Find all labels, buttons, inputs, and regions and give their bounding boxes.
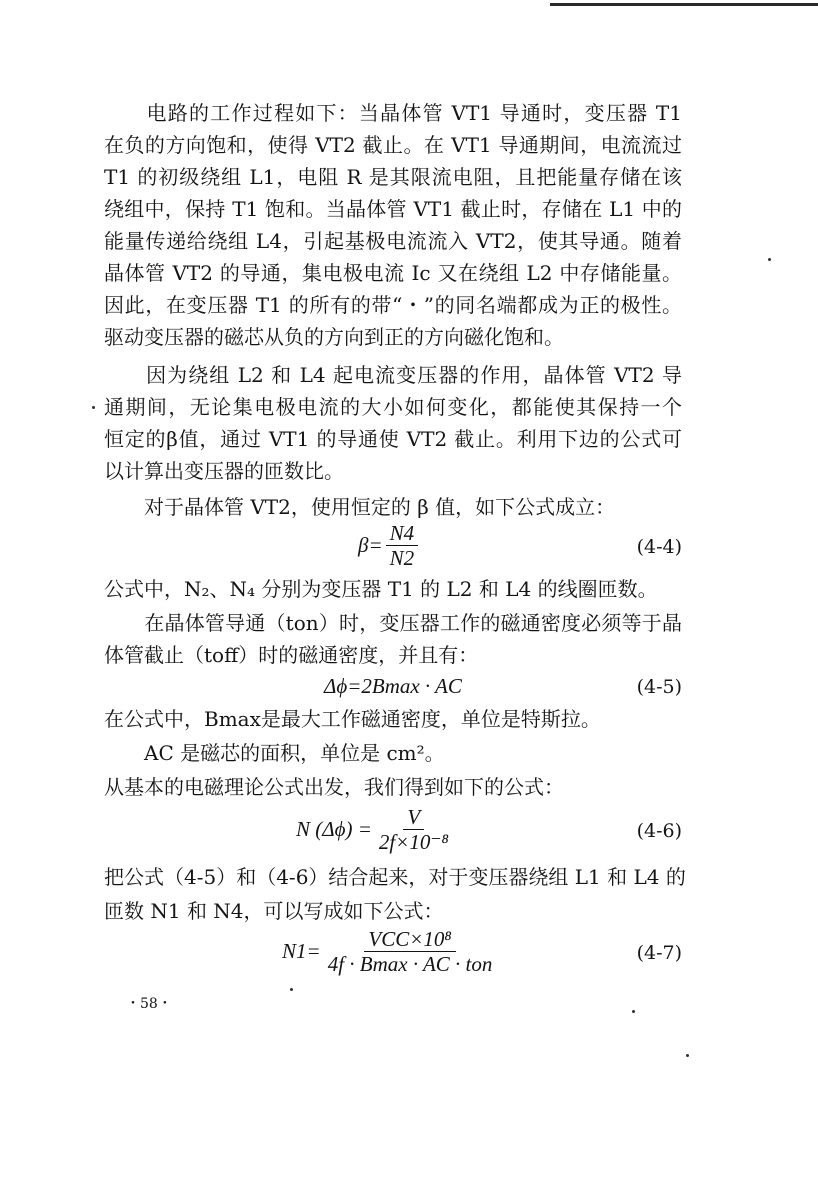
- paragraph-7: AC 是磁芯的面积，单位是 cm²。: [104, 741, 445, 765]
- paragraph-3: 对于晶体管 VT2，使用恒定的 β 值，如下公式成立：: [104, 495, 616, 519]
- scan-speck: [686, 1054, 689, 1057]
- equation-4-5: [104, 672, 682, 704]
- numerator: VCC×10⁸: [364, 928, 455, 952]
- paragraph-4: 公式中，N₂、N₄ 分别为变压器 T1 的 L2 和 L4 的线圈匝数。: [104, 577, 658, 601]
- page-number: ・58・: [126, 996, 172, 1012]
- scan-speck: [632, 1010, 635, 1013]
- paragraph-6: 在公式中，Bmax是最大工作磁通密度，单位是特斯拉。: [104, 707, 601, 731]
- denominator: N2: [389, 546, 415, 570]
- denominator: 2f×10⁻⁸: [378, 830, 449, 854]
- equation-number: (4-7): [636, 942, 682, 964]
- denominator: 4f · Bmax · AC · ton: [327, 952, 493, 976]
- text-line: 能量传递给绕组 L4，引起基极电流流入 VT2，使其导通。随着: [104, 229, 682, 253]
- equation-4-4: [104, 522, 682, 572]
- text-line: 体管截止（toff）时的磁通密度，并且有：: [104, 643, 479, 667]
- scan-speck: [768, 258, 771, 261]
- equation-body: Δϕ=2Bmax · AC: [324, 674, 462, 698]
- equation-body: [296, 806, 456, 853]
- header-rule: [550, 3, 818, 6]
- equation-lhs: β=: [358, 533, 383, 557]
- paragraph-8: 从基本的电磁理论公式出发，我们得到如下的公式：: [104, 775, 564, 799]
- equation-4-6: [104, 806, 682, 856]
- equation-4-7: [104, 928, 682, 978]
- text-line: 晶体管 VT2 的导通，集电极电流 Ic 又在绕组 L2 中存储能量。: [104, 261, 682, 285]
- fraction: [375, 806, 453, 853]
- fraction: [324, 928, 497, 975]
- text-line: 恒定的β值，通过 VT1 的导通使 VT2 截止。利用下边的公式可: [104, 427, 682, 451]
- text-line: 匝数 N1 和 N4，可以写成如下公式：: [104, 899, 444, 923]
- text-line: 因为绕组 L2 和 L4 起电流变压器的作用，晶体管 VT2 导: [104, 363, 682, 387]
- equation-number: (4-5): [636, 676, 682, 698]
- numerator: V: [403, 806, 424, 830]
- text-line: T1 的初级绕组 L1，电阻 R 是其限流电阻，且把能量存储在该: [104, 165, 682, 189]
- equation-number: (4-4): [636, 536, 682, 558]
- numerator: N4: [386, 522, 419, 546]
- text-line: 绕组中，保持 T1 饱和。当晶体管 VT1 截止时，存储在 L1 中的: [104, 197, 682, 221]
- text-line: 电路的工作过程如下：当晶体管 VT1 导通时，变压器 T1: [104, 101, 682, 125]
- text-line: 因此，在变压器 T1 的所有的带“・”的同名端都成为正的极性。: [104, 293, 682, 317]
- equation-lhs: N1=: [282, 939, 321, 963]
- equation-body: [358, 522, 421, 569]
- text-line: 把公式（4-5）和（4-6）结合起来，对于变压器绕组 L1 和 L4 的: [104, 865, 686, 889]
- scan-speck: [92, 406, 95, 409]
- equation-body: [282, 928, 499, 975]
- equation-number: (4-6): [636, 820, 682, 842]
- text-line: 通期间，无论集电极电流的大小如何变化，都能使其保持一个: [104, 395, 682, 419]
- equation-lhs: N (Δϕ) =: [296, 817, 372, 841]
- text-line: 以计算出变压器的匝数比。: [104, 459, 344, 483]
- text-line: 驱动变压器的磁芯从负的方向到正的方向磁化饱和。: [104, 325, 564, 349]
- text-line: 在负的方向饱和，使得 VT2 截止。在 VT1 导通期间，电流流过: [104, 133, 682, 157]
- text-line: 在晶体管导通（ton）时，变压器工作的磁通密度必须等于晶: [104, 611, 682, 635]
- scan-speck: [290, 988, 293, 991]
- fraction: [386, 522, 419, 569]
